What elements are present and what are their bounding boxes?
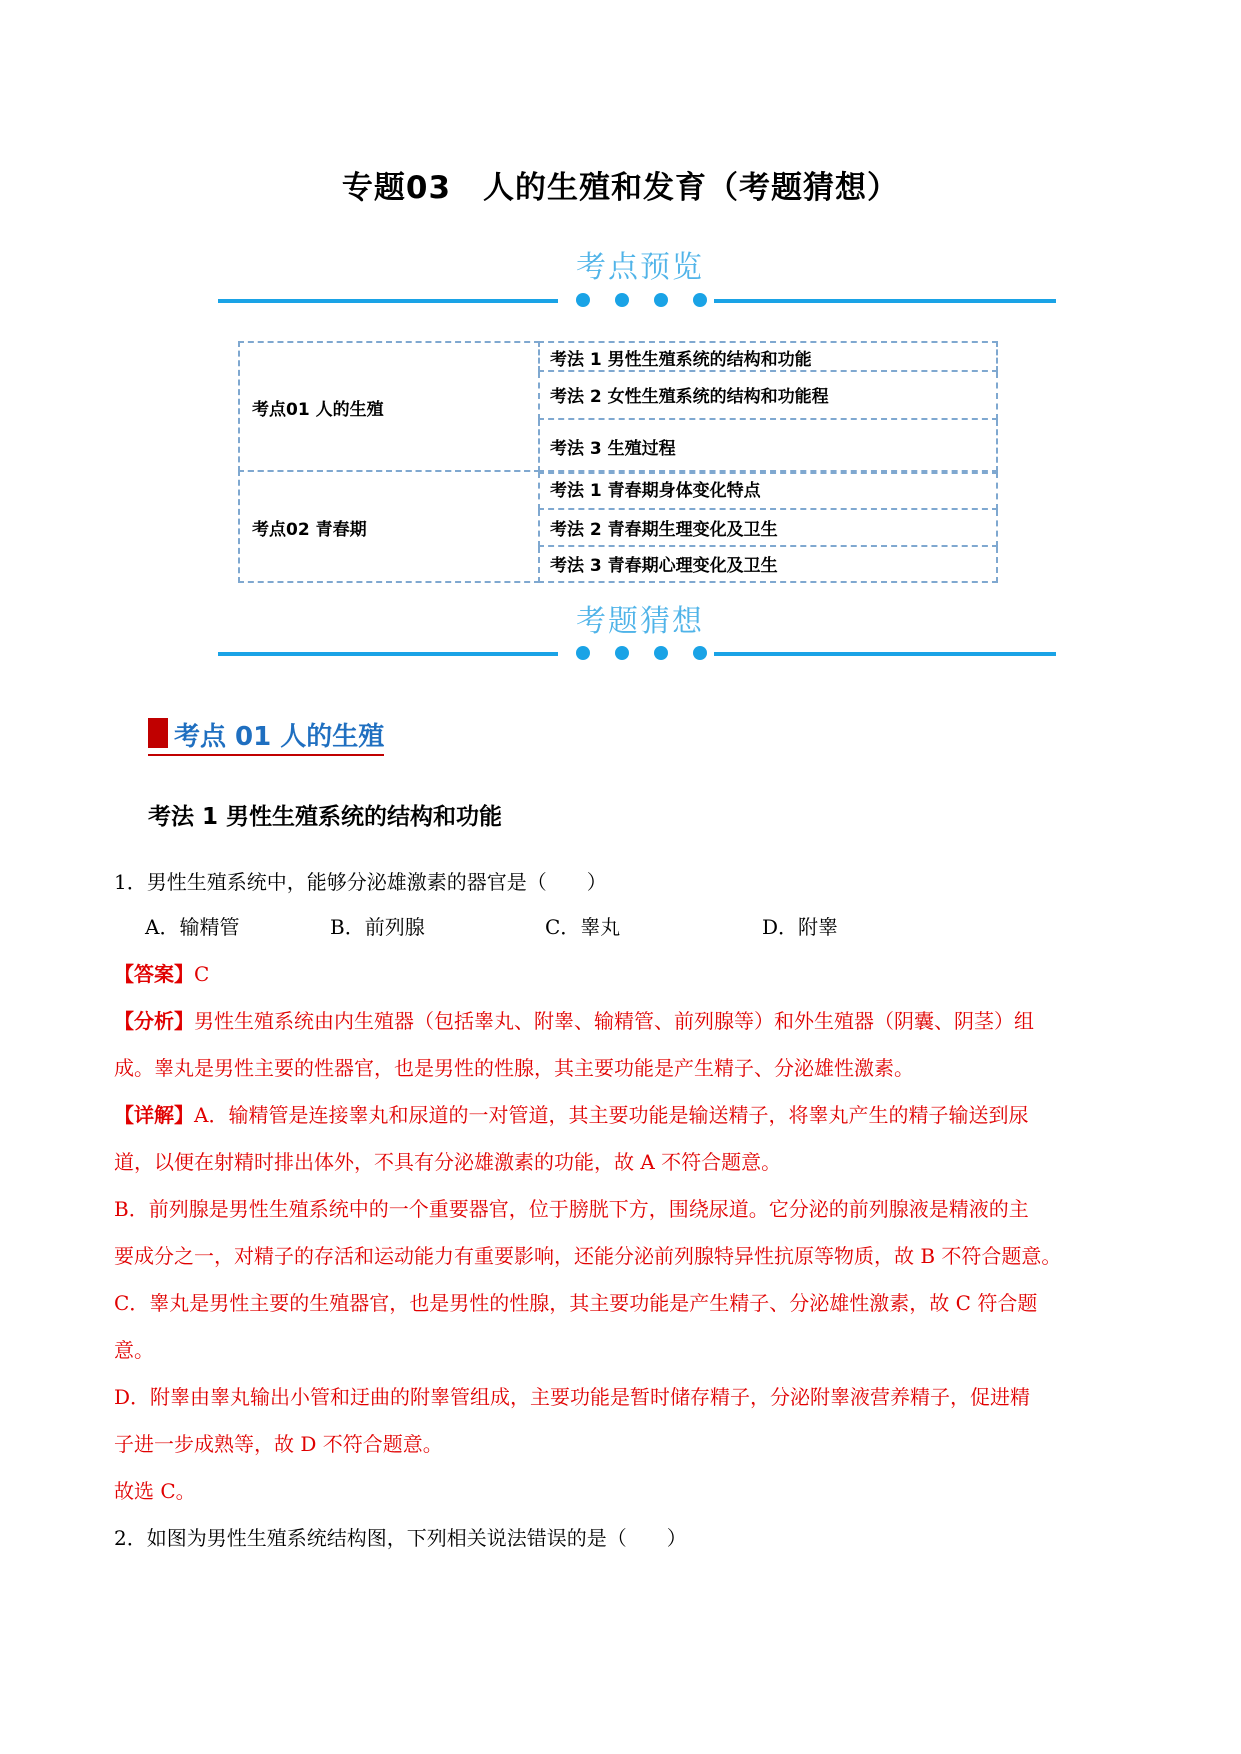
overview-table	[238, 341, 998, 583]
overview-method-label: 考法 2 女性生殖系统的结构和功能程	[550, 387, 829, 407]
banner-dot	[693, 646, 707, 660]
detail-line: 子进一步成熟等，故 D 不符合题意。	[114, 1432, 443, 1456]
section-heading	[148, 716, 384, 750]
overview-point-label: 考点02 青春期	[252, 520, 367, 540]
banner-dot	[576, 646, 590, 660]
analysis-line: 成。睾丸是男性主要的性器官，也是男性的性腺，其主要功能是产生精子、分泌雄性激素。	[114, 1056, 914, 1080]
question-2-stem: 2．如图为男性生殖系统结构图，下列相关说法错误的是（ ）	[114, 1526, 687, 1550]
detail-line: 意。	[114, 1338, 154, 1362]
answer-label: 【答案】	[114, 962, 194, 986]
banner-dot	[615, 293, 629, 307]
analysis-label: 【分析】	[114, 1009, 194, 1033]
section-underline	[148, 754, 384, 756]
page-title: 专题03 人的生殖和发育（考题猜想）	[341, 170, 900, 206]
detail-line: C．睾丸是男性主要的生殖器官，也是男性的性腺，其主要功能是产生精子、分泌雄性激素，故 C 符合题	[114, 1291, 1038, 1315]
banner-line-left	[218, 299, 558, 303]
banner-line-right	[714, 299, 1056, 303]
banner-dot	[654, 293, 668, 307]
detail-line: B．前列腺是男性生殖系统中的一个重要器官，位于膀胱下方，围绕尿道。它分泌的前列腺液是精液的主	[114, 1197, 1029, 1221]
question-1-stem: 1．男性生殖系统中，能够分泌雄激素的器官是（ ）	[114, 870, 607, 894]
section-heading-text: 考点 01 人的生殖	[174, 722, 385, 752]
overview-method-label: 考法 3 生殖过程	[550, 439, 676, 459]
detail-line: 道，以便在射精时排出体外，不具有分泌雄激素的功能，故 A 不符合题意。	[114, 1150, 782, 1174]
overview-method-label: 考法 3 青春期心理变化及卫生	[550, 556, 778, 576]
analysis-text: 男性生殖系统由内生殖器（包括睾丸、附睾、输精管、前列腺等）和外生殖器（阴囊、阴茎）组	[194, 1009, 1034, 1033]
question-1-conclusion: 故选 C。	[114, 1479, 196, 1503]
overview-banner-title: 考点预览	[576, 250, 704, 285]
question-1-option-b: B．前列腺	[330, 915, 425, 939]
question-1-option-c: C．睾丸	[545, 915, 621, 939]
banner-line-left	[218, 652, 558, 656]
overview-point-label: 考点01 人的生殖	[252, 400, 384, 420]
banner-dot	[576, 293, 590, 307]
section-marker	[148, 718, 168, 748]
overview-method-label: 考法 1 男性生殖系统的结构和功能	[550, 350, 812, 370]
guess-banner-title: 考题猜想	[576, 604, 704, 639]
question-1-answer	[114, 958, 209, 987]
overview-method-cell	[538, 547, 998, 583]
overview-method-cell	[538, 372, 998, 420]
overview-method-cell	[538, 472, 998, 510]
question-1-option-a: A．输精管	[145, 915, 240, 939]
banner-dot	[693, 293, 707, 307]
question-1-option-d: D．附睾	[762, 915, 839, 939]
detail-line: D．附睾由睾丸输出小管和迂曲的附睾管组成，主要功能是暂时储存精子，分泌附睾液营养精子，促进精	[114, 1385, 1031, 1409]
banner-dot	[615, 646, 629, 660]
banner-dot	[654, 646, 668, 660]
overview-method-cell	[538, 341, 998, 372]
overview-method-label: 考法 2 青春期生理变化及卫生	[550, 520, 778, 540]
overview-point-cell	[238, 470, 540, 583]
detail-line: 要成分之一，对精子的存活和运动能力有重要影响，还能分泌前列腺特异性抗原等物质，故 B 不符合题意。	[114, 1244, 1062, 1268]
question-1-detail	[114, 1099, 1028, 1128]
answer-value: C	[194, 962, 210, 986]
sub-heading: 考法 1 男性生殖系统的结构和功能	[148, 804, 503, 830]
overview-point-cell	[238, 341, 540, 472]
detail-label: 【详解】	[114, 1103, 194, 1127]
overview-method-label: 考法 1 青春期身体变化特点	[550, 481, 761, 501]
banner-line-right	[714, 652, 1056, 656]
overview-method-cell	[538, 420, 998, 472]
overview-method-cell	[538, 510, 998, 547]
question-1-analysis	[114, 1005, 1034, 1034]
detail-text: A．输精管是连接睾丸和尿道的一对管道，其主要功能是输送精子，将睾丸产生的精子输送到尿	[194, 1103, 1029, 1127]
